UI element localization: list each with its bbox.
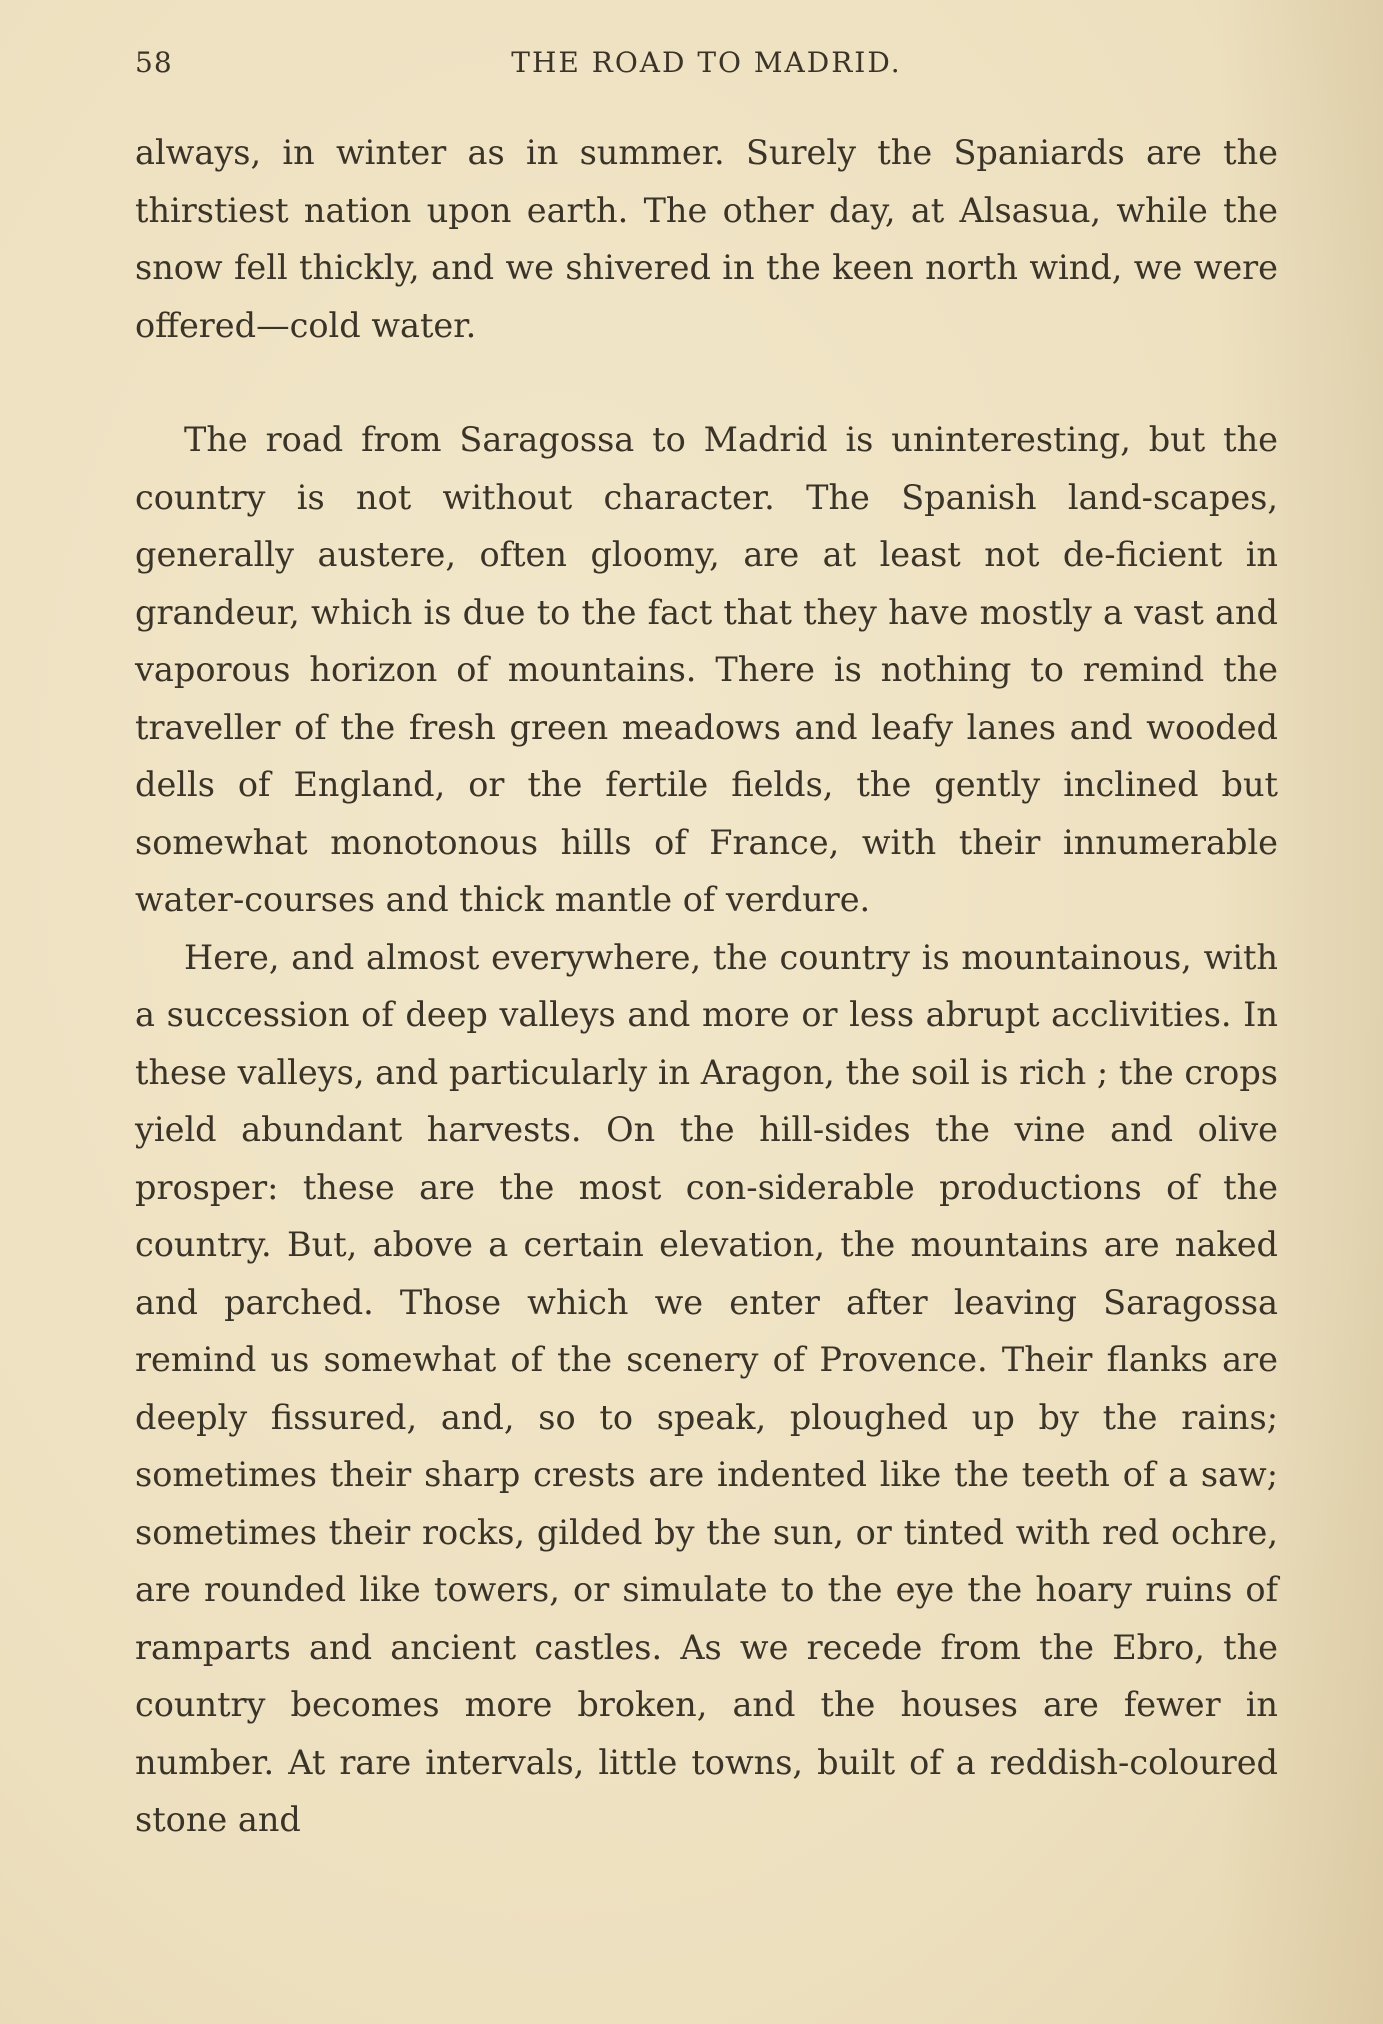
paragraph-mountainous-country: Here, and almost everywhere, the country is mountainous, with a succession of deep valleys and more or less abrupt acclivities. In these valleys, and particularly in Aragon, the soil is rich ; the crops yield abundant harvests. On the hill-sides the vine and olive prosper: these are the most con-siderable productions of the country. But, above a certain elevation, the mountains are naked and parched. Those which we enter after leaving Saragossa remind us somewhat of the scenery of Provence. Their flanks are deeply fissured, and, so to speak, ploughed up by the rains; sometimes their sharp crests are indented like the teeth of a saw; sometimes their rocks, gilded by the sun, or tinted with red ochre, are rounded like towers, or simulate to the eye the hoary ruins of ramparts and ancient castles. As we recede from the Ebro, the country becomes more broken, and the houses are fewer in number. At rare intervals, little towns, built of a reddish-coloured stone and [135,937,1278,1839]
page-number: 58 [135,46,173,79]
body-text [135,124,1278,1849]
page-header [135,46,1278,86]
paragraph-road-from-saragossa: The road from Saragossa to Madrid is uninteresting, but the country is not without character. The Spanish land-scapes, generally austere, often gloomy, are at least not de-ficient in grandeur, which is due to the fact that they have mostly a vast and vaporous horizon of mountains. There is nothing to remind the traveller of the fresh green meadows and leafy lanes and wooded dells of England, or the fertile fields, the gently inclined but somewhat monotonous hills of France, with their innumerable water-courses and thick mantle of verdure. [135,420,1278,919]
running-title: THE ROAD TO MADRID. [511,46,902,79]
paragraph-continued: always, in winter as in summer. Surely the Spaniards are the thirstiest nation upon earth. The other day, at Alsasua, while the snow fell thickly, and we shivered in the keen north wind, we were offered—cold water. [135,133,1278,345]
